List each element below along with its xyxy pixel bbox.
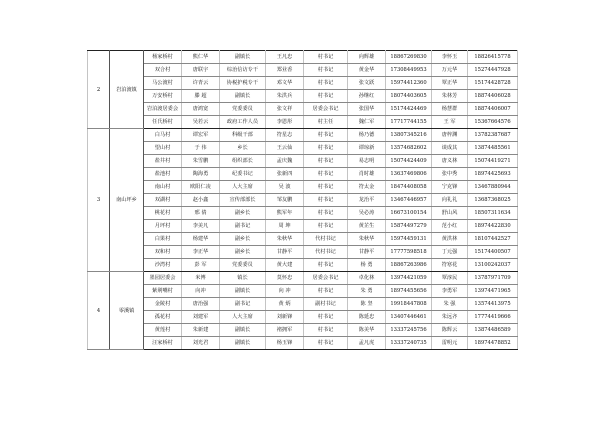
table-row [88, 259, 518, 272]
contact-role: 村书记 [304, 129, 348, 142]
town-name: 南山坪乡 [110, 129, 144, 272]
cadre-duty: 乡长 [220, 142, 266, 155]
contact-name: 黄大建 [266, 259, 304, 272]
table-row [88, 194, 518, 207]
cadre-name: 向冲 [182, 285, 220, 298]
secretary-name: 陈 坚 [348, 298, 386, 311]
cadre-duty: 副书记 [220, 298, 266, 311]
officer-phone: 18107442527 [468, 233, 518, 246]
village-name: 望山村 [144, 142, 182, 155]
contact-name: 吴 波 [266, 181, 304, 194]
officer-phone: 13467880944 [468, 181, 518, 194]
secretary-phone: 13407446461 [386, 311, 432, 324]
cadre-duty: 组织部长 [220, 155, 266, 168]
cadre-duty: 副乡长 [220, 246, 266, 259]
village-name: 白马村 [144, 129, 182, 142]
contact-name: 向 冲 [266, 285, 304, 298]
contact-name: 熊军年 [266, 207, 304, 220]
officer-name: 朱远齐 [432, 311, 468, 324]
contact-role: 村书记 [304, 90, 348, 103]
secretary-phone: 18474408058 [386, 181, 432, 194]
cadre-duty: 副镇长 [220, 324, 266, 337]
cadre-duty: 党委委员 [220, 103, 266, 116]
cadre-duty: 副镇长 [220, 285, 266, 298]
officer-phone: 18974478852 [468, 337, 518, 350]
officer-phone: 15367664576 [468, 116, 518, 129]
contact-name: 周 坤 [266, 220, 304, 233]
table-row [88, 272, 518, 285]
contact-role: 村书记 [304, 181, 348, 194]
officer-name: 覃正华 [432, 77, 468, 90]
cadre-duty: 综治信访专干 [220, 64, 266, 77]
village-name: 金陵村 [144, 298, 182, 311]
officer-phone: 18974425693 [468, 168, 518, 181]
contact-role: 村书记 [304, 207, 348, 220]
cadre-name: 吴若云 [182, 116, 220, 129]
officer-name: 丁元强 [432, 246, 468, 259]
secretary-name: 魏仁军 [348, 116, 386, 129]
cadre-name: 于 伟 [182, 142, 220, 155]
contact-name: 邹友鹏 [266, 194, 304, 207]
officer-phone: 18974422830 [468, 220, 518, 233]
table-row [88, 64, 518, 77]
officer-phone: 15174428728 [468, 77, 518, 90]
contact-role: 村书记 [304, 155, 348, 168]
village-name: 盐井村 [144, 155, 182, 168]
secretary-phone: 17308449953 [386, 64, 432, 77]
secretary-phone: 16673100154 [386, 207, 432, 220]
secretary-phone: 17717744155 [386, 116, 432, 129]
secretary-name: 黄金华 [348, 64, 386, 77]
table-row [88, 142, 518, 155]
secretary-phone: 13974421059 [386, 272, 432, 285]
officer-name: 黄洪林 [432, 233, 468, 246]
officer-phone: 15274447928 [468, 64, 518, 77]
secretary-name: 向辉雄 [348, 51, 386, 64]
secretary-name: 孟凡虎 [348, 337, 386, 350]
officer-phone: 13687368025 [468, 194, 518, 207]
officer-name: 唐梓渊 [432, 129, 468, 142]
officer-phone: 18874406007 [468, 103, 518, 116]
officer-phone: 13782387687 [468, 129, 518, 142]
village-name: 杨家桥村 [144, 51, 182, 64]
contact-name: 王凡忠 [266, 51, 304, 64]
cadre-duty: 副镇长 [220, 51, 266, 64]
secretary-name: 甘静平 [348, 246, 386, 259]
village-name: 双湖村 [144, 194, 182, 207]
cadre-duty: 镇长 [220, 272, 266, 285]
secretary-name: 杨乃德 [348, 129, 386, 142]
group-number: 2 [88, 51, 110, 129]
contact-role: 村书记 [304, 77, 348, 90]
contact-name: 郑业香 [266, 64, 304, 77]
cadre-duty: 副镇长 [220, 90, 266, 103]
contact-role: 代村书记 [304, 233, 348, 246]
contact-table [87, 50, 518, 350]
secretary-phone: 15974412360 [386, 77, 432, 90]
cadre-name: 朱新建 [182, 324, 220, 337]
contact-name: 邓文华 [266, 77, 304, 90]
officer-name: 舒山风 [432, 207, 468, 220]
table-row [88, 207, 518, 220]
contact-role: 村书记 [304, 324, 348, 337]
secretary-name: 黄芷生 [348, 220, 386, 233]
officer-name: 陈辉云 [432, 324, 468, 337]
contact-name: 莫怀忠 [266, 272, 304, 285]
officer-name: 向礼礼 [432, 194, 468, 207]
table-row [88, 337, 518, 350]
officer-phone: 18826415778 [468, 51, 518, 64]
secretary-phone: 13337240735 [386, 337, 432, 350]
officer-phone: 18874406028 [468, 90, 518, 103]
cadre-name: 赵小鑫 [182, 194, 220, 207]
secretary-name: 孙继红 [348, 90, 386, 103]
table-row [88, 129, 518, 142]
cadre-duty: 党委委员 [220, 259, 266, 272]
secretary-name: 吴必涛 [348, 207, 386, 220]
cadre-name: 唐鸿宽 [182, 103, 220, 116]
village-name: 双和村 [144, 246, 182, 259]
cadre-name: 彭 军 [182, 259, 220, 272]
secretary-name: 易志明 [348, 155, 386, 168]
secretary-name: 陈美华 [348, 324, 386, 337]
secretary-phone: 19918447808 [386, 298, 432, 311]
secretary-name: 陈延忠 [348, 311, 386, 324]
secretary-name: 龙治平 [348, 194, 386, 207]
secretary-phone: 15074424409 [386, 155, 432, 168]
cadre-duty: 科级干部 [220, 129, 266, 142]
secretary-phone: 13337245756 [386, 324, 432, 337]
village-name: 白果村 [144, 233, 182, 246]
contact-name: 张文祥 [266, 103, 304, 116]
cadre-name: 许青云 [182, 77, 220, 90]
contact-name: 甘静平 [266, 246, 304, 259]
officer-name: 宁克锋 [432, 181, 468, 194]
contact-role: 村书记 [304, 142, 348, 155]
secretary-name: 张文跃 [348, 77, 386, 90]
officer-phone: 15174400507 [468, 246, 518, 259]
village-name: 月坪村 [144, 220, 182, 233]
officer-name: 范小红 [432, 220, 468, 233]
table-row [88, 233, 518, 246]
table-row [88, 77, 518, 90]
officer-name: 李勇军 [432, 285, 468, 298]
cadre-name: 李正华 [182, 246, 220, 259]
cadre-duty: 纪委书记 [220, 168, 266, 181]
secretary-name: 杨 勇 [348, 259, 386, 272]
contact-role: 村书记 [304, 220, 348, 233]
contact-role: 村书记 [304, 168, 348, 181]
table-row [88, 220, 518, 233]
table-row [88, 285, 518, 298]
table-row [88, 168, 518, 181]
contact-role: 代村书记 [304, 246, 348, 259]
secretary-phone: 15974459131 [386, 233, 432, 246]
cadre-name: 滕 超 [182, 90, 220, 103]
cadre-name: 米博 [182, 272, 220, 285]
contact-role: 居委会书记 [304, 272, 348, 285]
secretary-phone: 18974455656 [386, 285, 432, 298]
cadre-name: 唐联宇 [182, 64, 220, 77]
contact-role: 村主任 [304, 116, 348, 129]
village-name: 沙湾村 [144, 259, 182, 272]
contact-name: 朱洪兵 [266, 90, 304, 103]
contact-name: 刘新锋 [266, 311, 304, 324]
secretary-name: 卓化林 [348, 272, 386, 285]
cadre-name: 谭宏军 [182, 129, 220, 142]
secretary-phone: 17777598518 [386, 246, 432, 259]
officer-phone: 17774419666 [468, 311, 518, 324]
secretary-name: 肖时雄 [348, 168, 386, 181]
cadre-duty: 人大主席 [220, 181, 266, 194]
village-name: 盐池村 [144, 168, 182, 181]
village-name: 岩泊渡居委会 [144, 103, 182, 116]
contact-role: 村书记 [304, 285, 348, 298]
secretary-name: 朱 勇 [348, 285, 386, 298]
officer-name: 雷明元 [432, 337, 468, 350]
secretary-name: 谭琼新 [348, 142, 386, 155]
cadre-duty: 副镇长 [220, 337, 266, 350]
secretary-phone: 15174424469 [386, 103, 432, 116]
table-row [88, 181, 518, 194]
town-name: 岩泊渡镇 [110, 51, 144, 129]
officer-phone: 13574413975 [468, 298, 518, 311]
officer-phone: 15074419271 [468, 155, 518, 168]
cadre-duty: 宣传部部长 [220, 194, 266, 207]
village-name: 汪家桥村 [144, 337, 182, 350]
contact-name: 孟庆魏 [266, 155, 304, 168]
secretary-phone: 13637469806 [386, 168, 432, 181]
cadre-duty: 副乡长 [220, 207, 266, 220]
group-number: 4 [88, 272, 110, 350]
officer-phone: 13974471965 [468, 285, 518, 298]
village-name: 墨园居委会 [144, 272, 182, 285]
contact-role: 副村书记 [304, 298, 348, 311]
table-row [88, 90, 518, 103]
officer-name: 王 军 [432, 116, 468, 129]
officer-name: 朱林芳 [432, 90, 468, 103]
cadre-name: 邢 倩 [182, 207, 220, 220]
officer-phone: 18507311634 [468, 207, 518, 220]
contact-name: 李恩彤 [266, 116, 304, 129]
contact-role: 村书记 [304, 259, 348, 272]
secretary-phone: 15874497279 [386, 220, 432, 233]
contact-name: 王云仙 [266, 142, 304, 155]
officer-name: 朱 强 [432, 298, 468, 311]
table-row [88, 246, 518, 259]
contact-name: 张新四 [266, 168, 304, 181]
contact-name: 符星志 [266, 129, 304, 142]
contact-name: 黄 炳 [266, 298, 304, 311]
cadre-name: 刘建军 [182, 311, 220, 324]
table-row [88, 155, 518, 168]
village-name: 双合村 [144, 64, 182, 77]
table-body [88, 51, 518, 350]
cadre-name: 杨建华 [182, 233, 220, 246]
table-row [88, 324, 518, 337]
secretary-name: 朱秋华 [348, 233, 386, 246]
secretary-phone: 18867269830 [386, 51, 432, 64]
group-number: 3 [88, 129, 110, 272]
contact-role: 村书记 [304, 64, 348, 77]
cadre-duty: 副乡长 [220, 233, 266, 246]
officer-name: 符寒花 [432, 259, 468, 272]
village-name: 马公渡村 [144, 77, 182, 90]
cadre-duty: 人大主席 [220, 311, 266, 324]
contact-name: 杨玉锋 [266, 337, 304, 350]
table-row [88, 311, 518, 324]
secretary-phone: 13467446957 [386, 194, 432, 207]
cadre-name: 欧阳仁凌 [182, 181, 220, 194]
cadre-name: 陶海勇 [182, 168, 220, 181]
contact-name: 朱秋华 [266, 233, 304, 246]
village-name: 孤花村 [144, 311, 182, 324]
secretary-phone: 18074403605 [386, 90, 432, 103]
cadre-duty: 协税护税专干 [220, 77, 266, 90]
officer-phone: 13787971709 [468, 272, 518, 285]
officer-name: 万元华 [432, 64, 468, 77]
officer-name: 唐义林 [432, 155, 468, 168]
village-name: 任氏桥村 [144, 116, 182, 129]
officer-name: 覃淳民 [432, 272, 468, 285]
officer-name: 谈成其 [432, 142, 468, 155]
cadre-name: 唐治强 [182, 298, 220, 311]
village-name: 黄莲村 [144, 324, 182, 337]
officer-name: 杨慧群 [432, 103, 468, 116]
cadre-name: 刘光君 [182, 337, 220, 350]
cadre-name: 李美凡 [182, 220, 220, 233]
village-name: 万安桥村 [144, 90, 182, 103]
cadre-duty: 副书记 [220, 220, 266, 233]
secretary-phone: 13574682602 [386, 142, 432, 155]
cadre-duty: 政府工作人员 [220, 116, 266, 129]
cadre-name: 熊仁华 [182, 51, 220, 64]
officer-phone: 13874486589 [468, 324, 518, 337]
village-name: 南山村 [144, 181, 182, 194]
secretary-phone: 13807345216 [386, 129, 432, 142]
secretary-phone: 18867263986 [386, 259, 432, 272]
village-name: 桃花村 [144, 207, 182, 220]
table-row [88, 103, 518, 116]
contact-name: 褚拥军 [266, 324, 304, 337]
contact-role: 村书记 [304, 51, 348, 64]
contact-role: 村书记 [304, 194, 348, 207]
contact-role: 村书记 [304, 337, 348, 350]
contact-role: 居委会书记 [304, 103, 348, 116]
table-row [88, 116, 518, 129]
table-row [88, 51, 518, 64]
secretary-name: 张国华 [348, 103, 386, 116]
table-row [88, 298, 518, 311]
village-name: 紫荆嘴村 [144, 285, 182, 298]
contact-role: 村书记 [304, 311, 348, 324]
officer-phone: 13100242037 [468, 259, 518, 272]
secretary-name: 符太金 [348, 181, 386, 194]
cadre-name: 朱雪鹏 [182, 155, 220, 168]
officer-phone: 13874485561 [468, 142, 518, 155]
town-name: 零溪镇 [110, 272, 144, 350]
officer-name: 李怀玉 [432, 51, 468, 64]
officer-name: 张中秀 [432, 168, 468, 181]
